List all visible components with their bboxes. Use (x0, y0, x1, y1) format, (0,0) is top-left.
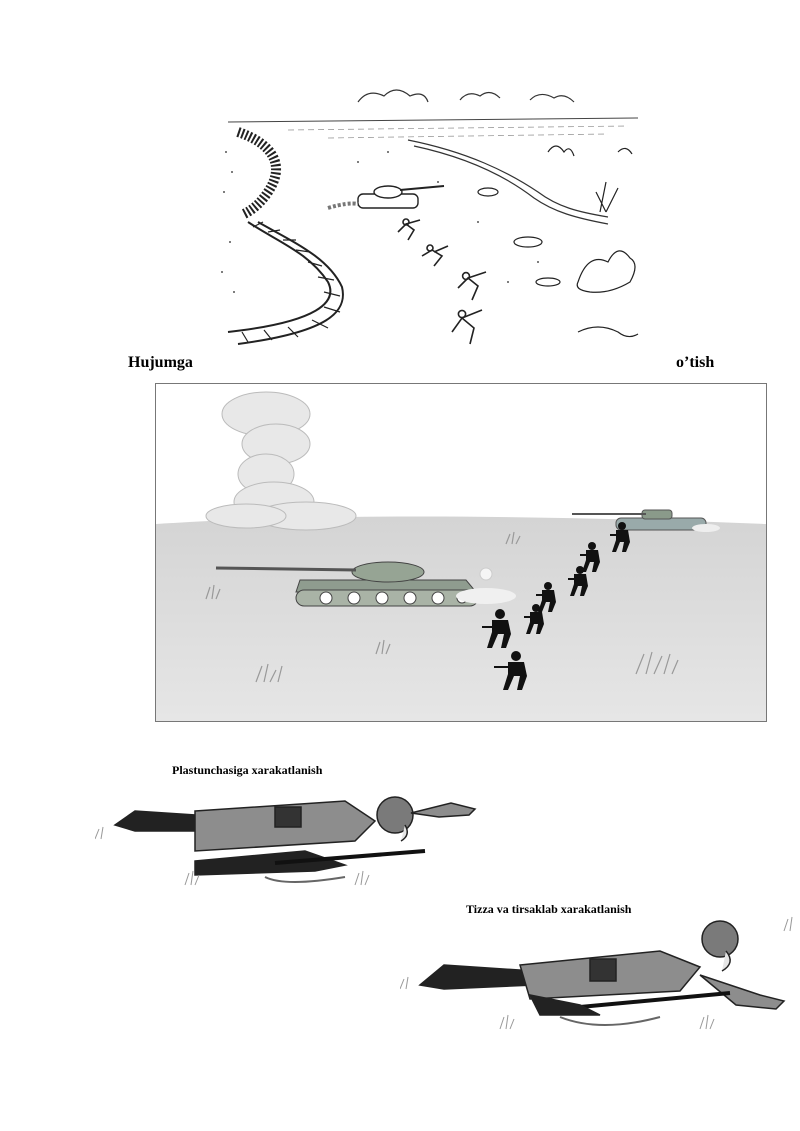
knee-elbow-figure (400, 915, 800, 1040)
caption-attack-left: Hujumga (128, 354, 193, 371)
sketch-tank (328, 186, 444, 208)
knee-elbow-label: Tizza va tirsaklab xarakatlanish (466, 902, 632, 916)
attack-scene-svg (156, 384, 766, 721)
trench-fence (228, 222, 343, 344)
battlefield-sketch (208, 82, 644, 352)
sketch-trees (548, 146, 635, 292)
crawl-figure (95, 785, 480, 895)
ground (156, 517, 766, 722)
battlefield-sketch-svg (208, 82, 644, 352)
attack-scene (155, 383, 767, 722)
crawl-figure-svg (95, 785, 480, 895)
knee-elbow-figure-svg (400, 915, 800, 1040)
sketch-soldiers (398, 219, 486, 344)
caption-attack-right: o’tish (676, 354, 715, 371)
crawl-label: Plastunchasiga xarakatlanish (172, 763, 323, 777)
